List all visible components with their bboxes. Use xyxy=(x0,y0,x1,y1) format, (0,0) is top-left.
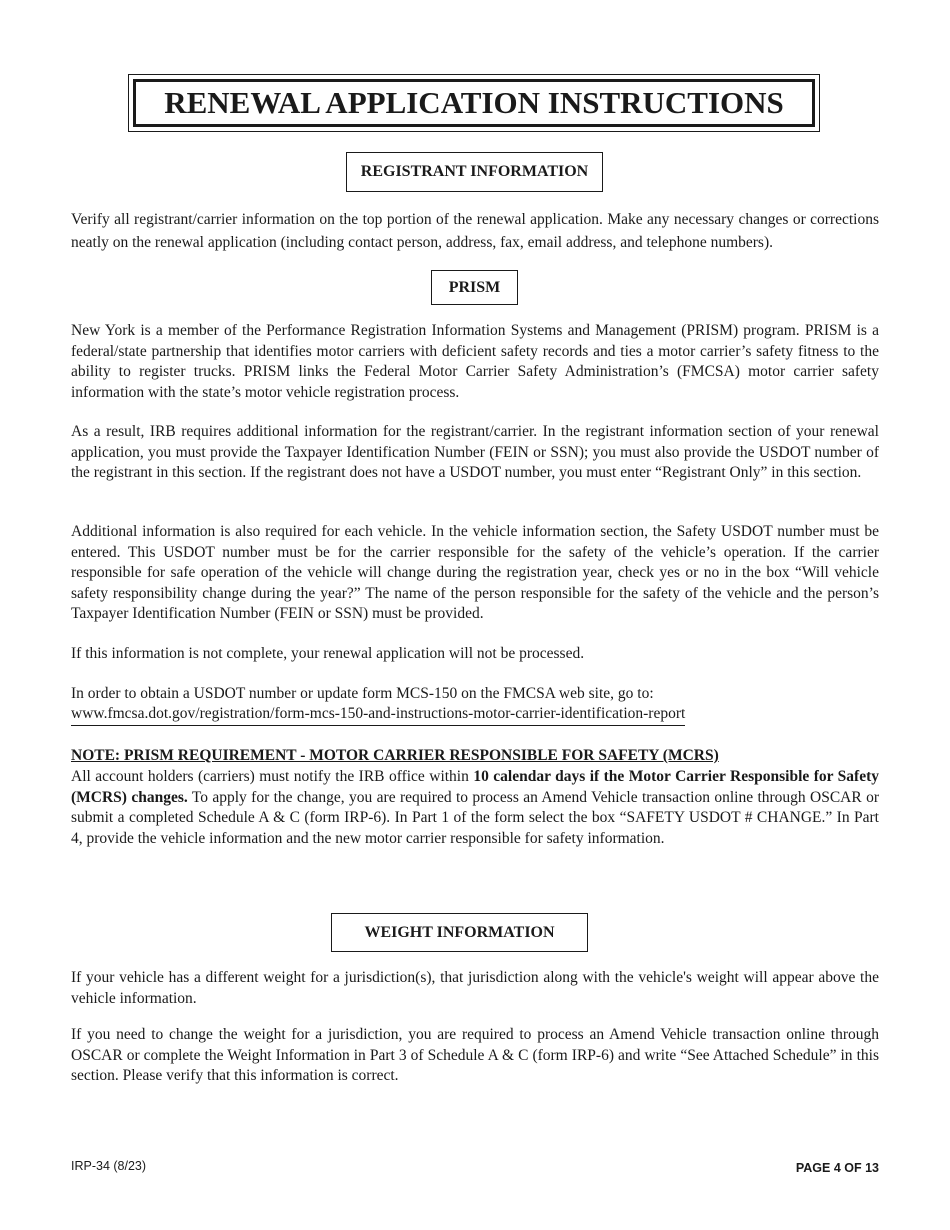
weight-heading-box xyxy=(331,913,588,952)
weight-paragraph-2: If you need to change the weight for a jurisdiction, you are required to process an Amend Vehicle transaction online through OSCAR or complete the Weight Information in Part 3 of Schedule A & C (form IRP-6) and write “See Attached Schedule” in this section. Please verify that this information is correct. xyxy=(71,1026,879,1085)
page-number: PAGE 4 OF 13 xyxy=(795,1161,879,1175)
note-rest: To apply for the change, you are required to process an Amend Vehicle transaction online through OSCAR or submit a completed Schedule A & C (form IRP-6). In Part 1 of the form select the box “SAFETY USDOT # CHANGE.” In Part 4, provide the vehicle information and the new motor carrier responsible for safety information. xyxy=(71,788,880,847)
note-heading: NOTE: PRISM REQUIREMENT - MOTOR CARRIER RESPONSIBLE FOR SAFETY (MCRS) xyxy=(71,747,719,764)
note-bold: 10 calendar days if the Motor Carrier Responsible for Safety (MCRS) changes. xyxy=(71,768,879,806)
prism-heading: PRISM xyxy=(448,278,501,296)
page-title: RENEWAL APPLICATION INSTRUCTIONS xyxy=(164,85,784,120)
prism-heading-box xyxy=(431,270,518,305)
registrant-heading-box xyxy=(346,152,603,192)
prism-paragraph-4: If this information is not complete, your renewal application will not be processed. xyxy=(71,645,585,662)
prism-paragraph-5: In order to obtain a USDOT number or update form MCS-150 on the FMCSA web site, go to: xyxy=(71,685,654,702)
note-lead: All account holders (carriers) must notify the IRB office within xyxy=(71,768,474,785)
registrant-paragraph: Verify all registrant/carrier information on the top portion of the renewal application. Make any necessary changes or corrections neatly on the renewal application (including contact person, address, fax, email address, and telephone numbers). xyxy=(71,211,879,251)
weight-paragraph-1: If your vehicle has a different weight for a jurisdiction(s), that jurisdiction along with the vehicle's weight will appear above the vehicle information. xyxy=(71,969,879,1007)
weight-heading: WEIGHT INFORMATION xyxy=(364,923,555,941)
fmcsa-link[interactable]: www.fmcsa.dot.gov/registration/form-mcs-150-and-instructions-motor-carrier-identification-report xyxy=(71,704,685,726)
title-inner-frame xyxy=(133,79,815,127)
prism-paragraph-2: As a result, IRB requires additional information for the registrant/carrier. In the registrant information section of your renewal application, you must provide the Taxpayer Identification Number (FEIN or SSN); you must also provide the USDOT number of the registrant in this section. If the registrant does not have a USDOT number, you must enter “Registrant Only” in this section. xyxy=(71,423,879,482)
form-id: IRP-34 (8/23) xyxy=(71,1159,147,1173)
prism-paragraph-3: Additional information is also required for each vehicle. In the vehicle information section, the Safety USDOT number must be entered. This USDOT number must be for the carrier responsible for the safety of the vehicle’s operation. If the carrier responsible for safe operation of the vehicle will change during the registration year, check yes or no in the box “Will vehicle safety responsibility change during the year?” The name of the person responsible for the safety of the vehicle and the person’s Taxpayer Identification Number (FEIN or SSN) must be provided. xyxy=(71,523,879,623)
prism-paragraph-1: New York is a member of the Performance Registration Information Systems and Management (PRISM) program. PRISM is a federal/state partnership that identifies motor carriers with deficient safety records and ties a motor carrier’s safety fitness to the ability to register trucks. PRISM links the Federal Motor Carrier Safety Administration’s (FMCSA) motor carrier safety information with the state’s motor vehicle registration process. xyxy=(71,322,879,401)
title-frame xyxy=(128,74,820,132)
registrant-heading: REGISTRANT INFORMATION xyxy=(360,163,589,180)
note-paragraph xyxy=(71,767,879,849)
